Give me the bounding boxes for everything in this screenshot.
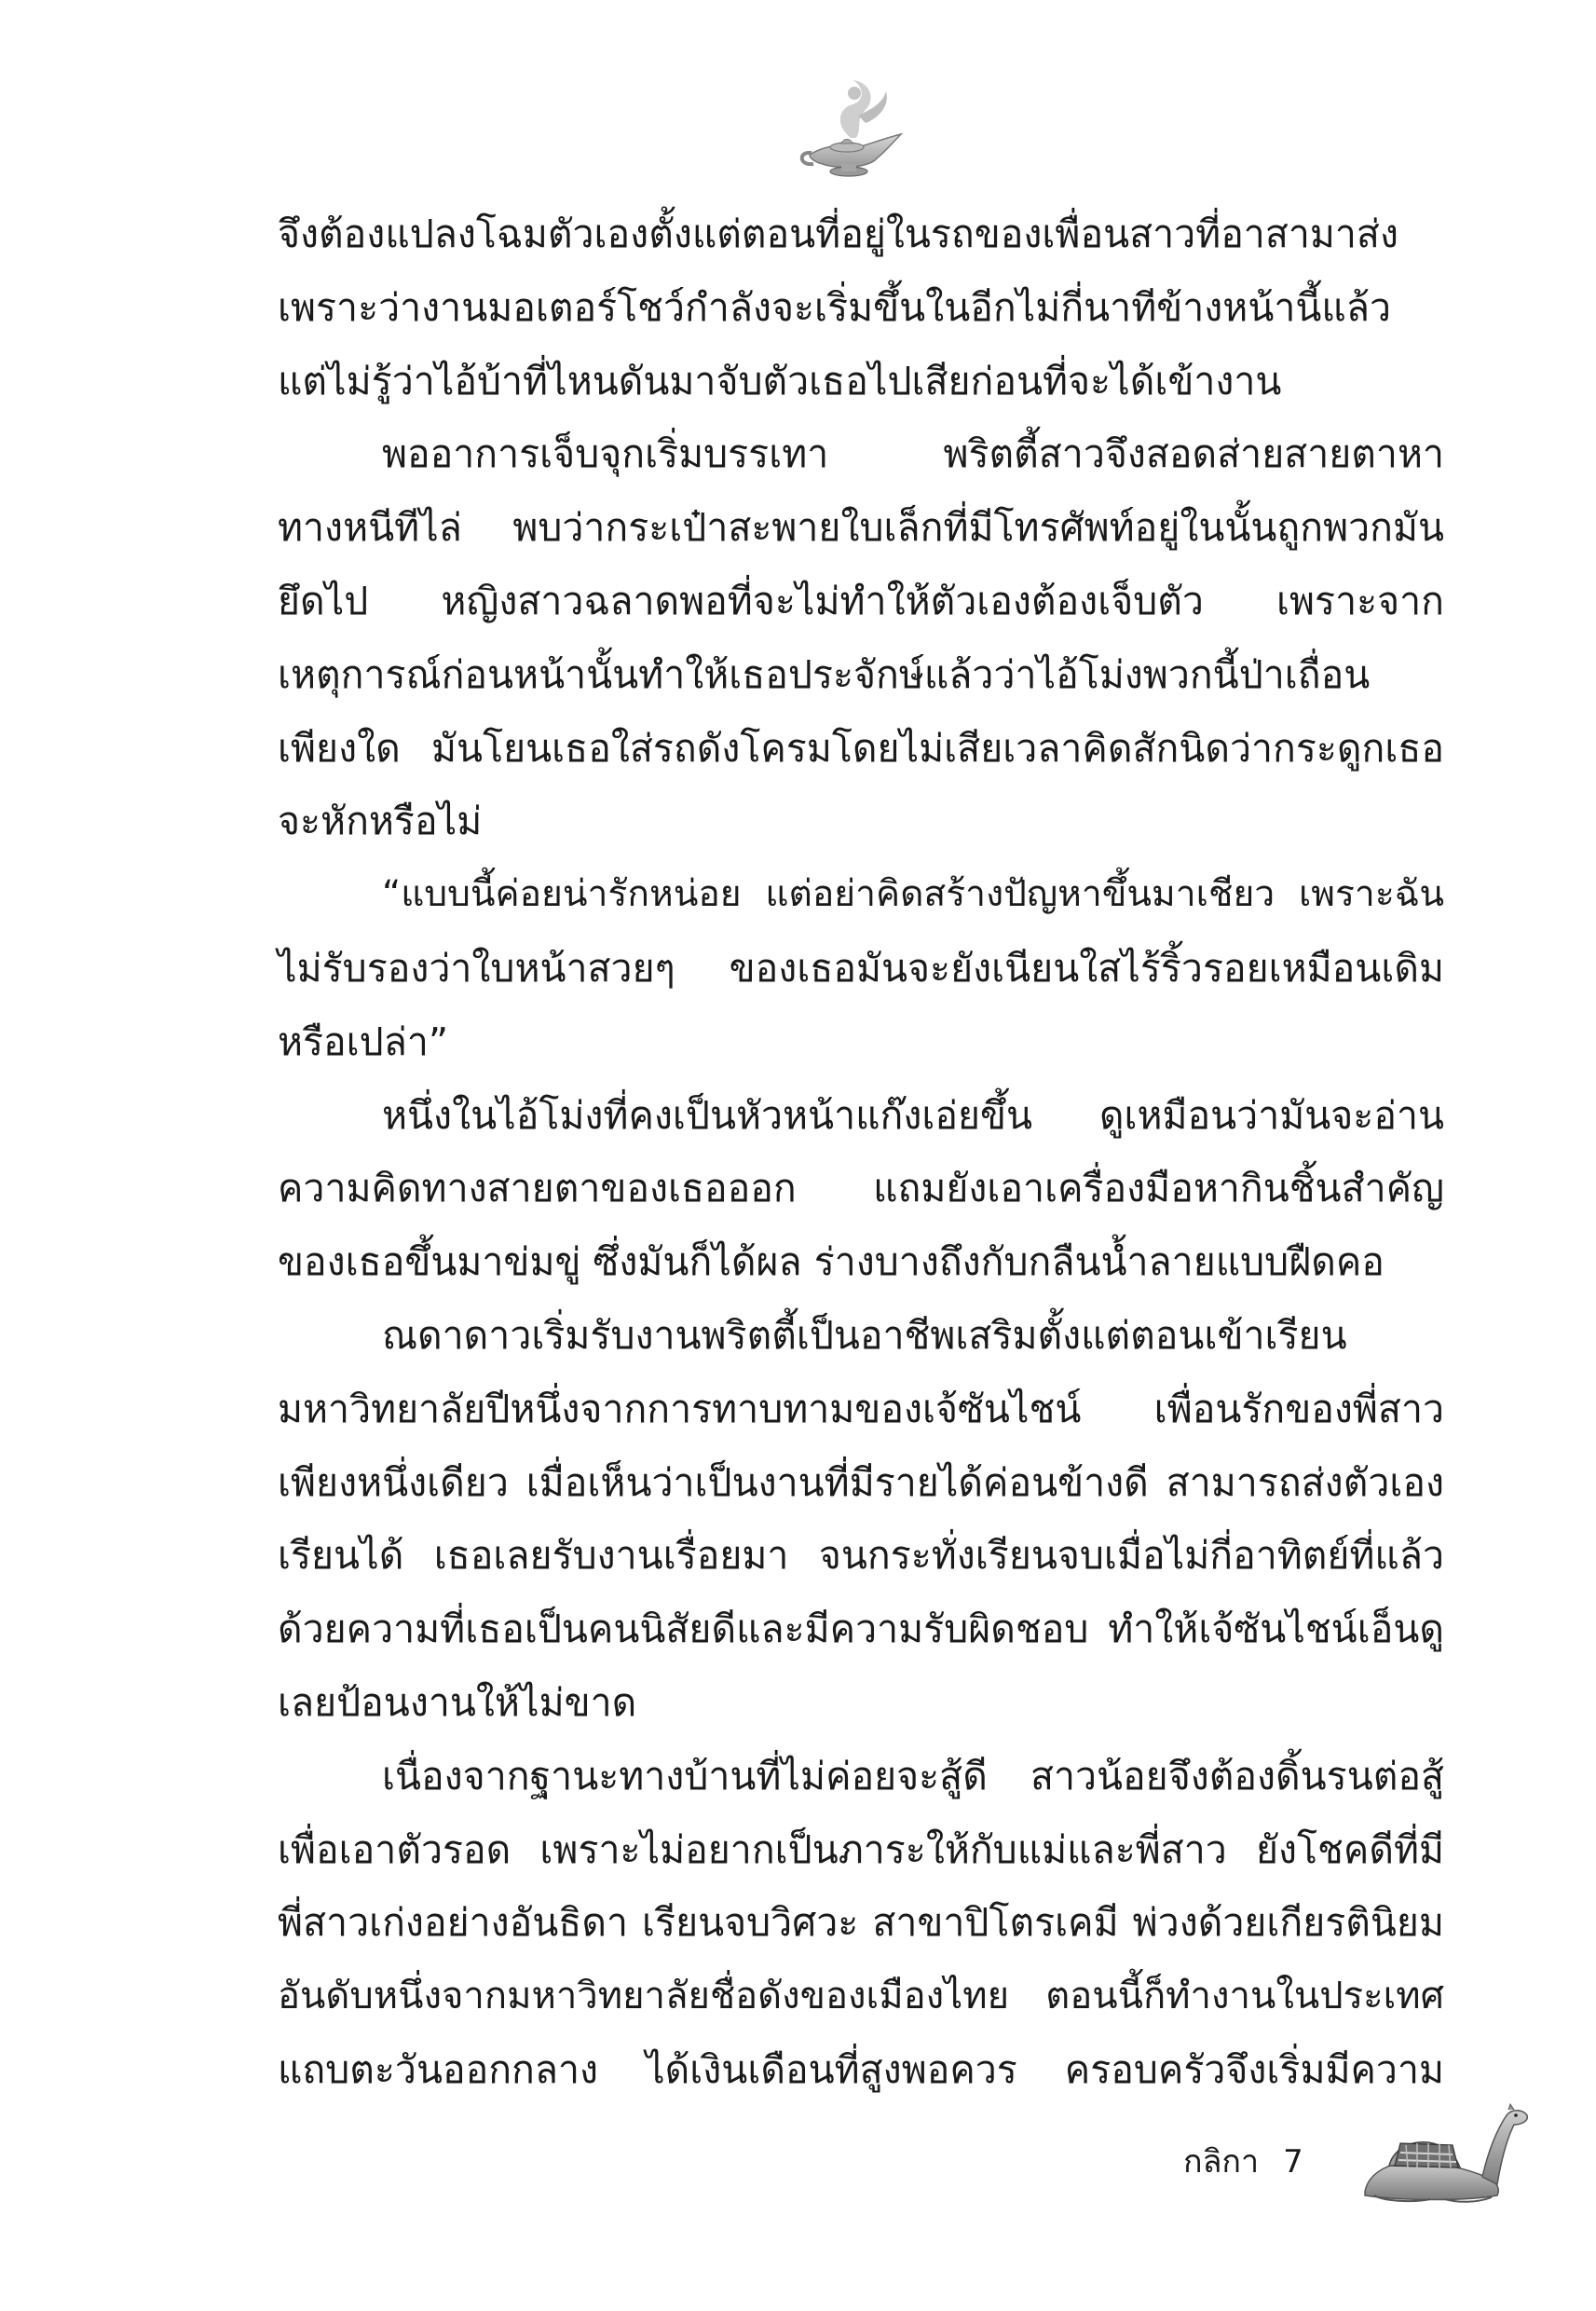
text-line: เรียนได้ เธอเลยรับงานเรื่อยมา จนกระทั่งเรียนจบเมื่อไม่กี่อาทิตย์ที่แล้ว	[278, 1533, 1444, 1579]
text-line: เหตุการณ์ก่อนหน้านั้นทำให้เธอประจักษ์แล้วว่าไอ้โม่งพวกนี้ป่าเถื่อน	[278, 651, 1371, 697]
text-line: จึงต้องแปลงโฉมตัวเองตั้งแต่ตอนที่อยู่ในรถของเพื่อนสาวที่อาสามาส่ง	[278, 212, 1398, 256]
text-line: เพราะว่างานมอเตอร์โชว์กำลังจะเริ่มขึ้นในอีกไม่กี่นาทีข้างหน้านี้แล้ว	[278, 284, 1391, 330]
text-line: เพื่อเอาตัวรอด เพราะไม่อยากเป็นภาระให้กับแม่และพี่สาว ยังโชคดีที่มี	[278, 1826, 1444, 1872]
text-line: หนึ่งในไอ้โม่งที่คงเป็นหัวหน้าแก๊งเอ่ยขึ้น ดูเหมือนว่ามันจะอ่าน	[382, 1092, 1444, 1138]
text-line: มหาวิทยาลัยปีหนึ่งจากการทาบทามของเจ้ซันไชน์ เพื่อนรักของพี่สาว	[278, 1386, 1444, 1431]
text-line: เพียงหนึ่งเดียว เมื่อเห็นว่าเป็นงานที่มีรายได้ค่อนข้างดี สามารถส่งตัวเอง	[278, 1459, 1444, 1505]
text-line: จะหักหรือไม่	[278, 799, 483, 844]
text-line: “แบบนี้ค่อยน่ารักหน่อย แต่อย่าคิดสร้างปัญหาขึ้นมาเชียว เพราะฉัน	[382, 873, 1444, 916]
text-line: หรือเปล่า”	[278, 1019, 449, 1064]
text-line: แต่ไม่รู้ว่าไอ้บ้าที่ไหนดันมาจับตัวเธอไปเสียก่อนที่จะได้เข้างาน	[278, 358, 1282, 403]
text-line: ไม่รับรองว่าใบหน้าสวยๆ ของเธอมันจะยังเนียนใสไร้ริ้วรอยเหมือนเดิม	[278, 945, 1444, 991]
camel-icon	[1356, 2087, 1533, 2208]
text-line: เนื่องจากฐานะทางบ้านที่ไม่ค่อยจะสู้ดี สาวน้อยจึงต้องดิ้นรนต่อสู้	[382, 1753, 1444, 1798]
text-line: เพียงใด มันโยนเธอใส่รถดังโครมโดยไม่เสียเวลาคิดสักนิดว่ากระดูกเธอ	[278, 725, 1444, 771]
text-line: ยึดไป หญิงสาวฉลาดพอที่จะไม่ทำให้ตัวเองต้องเจ็บตัว เพราะจาก	[278, 578, 1444, 623]
text-line: ณดาดาวเริ่มรับงานพริตตี้เป็นอาชีพเสริมตั้งแต่ตอนเข้าเรียน	[382, 1312, 1347, 1358]
text-line: ของเธอขึ้นมาข่มขู่ ซึ่งมันก็ได้ผล ร่างบางถึงกับกลืนน้ำลายแบบฝืดคอ	[278, 1239, 1385, 1285]
text-line: แถบตะวันออกกลาง ได้เงินเดือนที่สูงพอควร ครอบครัวจึงเริ่มมีความ	[278, 2046, 1444, 2092]
text-line: ความคิดทางสายตาของเธอออก แถมยังเอาเครื่องมือหากินชิ้นสำคัญ	[278, 1166, 1444, 1211]
running-title: กลิกา	[1183, 2143, 1260, 2181]
text-line: พี่สาวเก่งอย่างอันธิดา เรียนจบวิศวะ สาขาปิโตรเคมี พ่วงด้วยเกียรตินิยม	[278, 1900, 1444, 1946]
text-line: ด้วยความที่เธอเป็นคนนิสัยดีและมีความรับผิดชอบ ทำให้เจ้ซันไชน์เอ็นดู	[278, 1607, 1444, 1652]
page-number: 7	[1283, 2143, 1303, 2181]
body-text	[278, 198, 1444, 2107]
page-footer	[1183, 2134, 1303, 2190]
text-line: อันดับหนึ่งจากมหาวิทยาลัยชื่อดังของเมืองไทย ตอนนี้ก็ทำงานในประเทศ	[278, 1975, 1444, 2018]
text-line: ทางหนีทีไล่ พบว่ากระเป๋าสะพายใบเล็กที่มีโทรศัพท์อยู่ในนั้นถูกพวกมัน	[278, 505, 1444, 551]
text-line: เลยป้อนงานให้ไม่ขาด	[278, 1679, 637, 1725]
magic-lamp-icon	[797, 73, 908, 194]
text-line: พออาการเจ็บจุกเริ่มบรรเทา พริตตี้สาวจึงสอดส่ายสายตาหา	[382, 431, 1444, 477]
